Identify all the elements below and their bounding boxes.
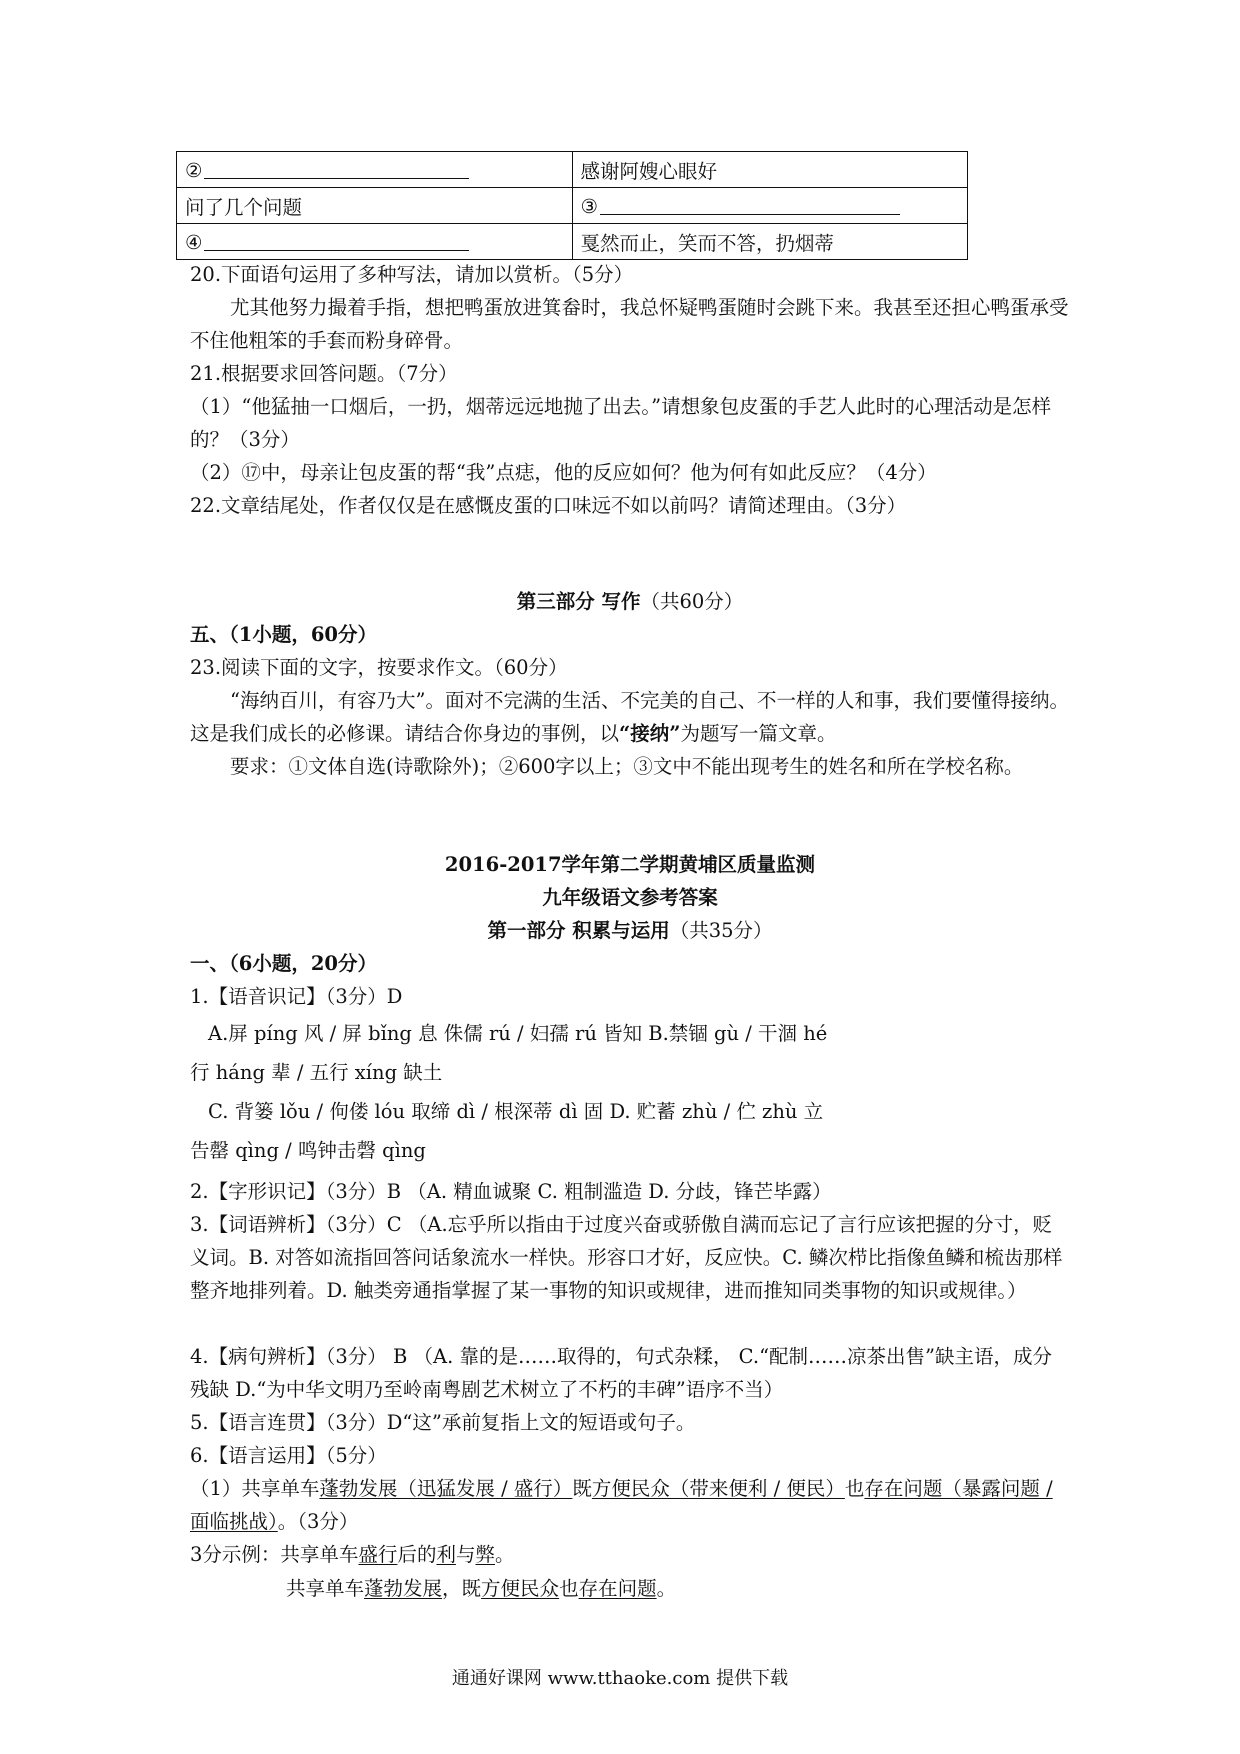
answer-6: 6.【语言运用】（5分） [190, 1444, 387, 1467]
table-row [177, 188, 968, 224]
question-22: 22.文章结尾处，作者仅仅是在感慨皮蛋的口味远不如以前吗？请简述理由。（3分） [190, 494, 907, 517]
answer-1: 1.【语音识记】（3分）D [190, 985, 403, 1008]
answer-2: 2.【字形识记】（3分）B （A. 精血诚聚 C. 粗制滥造 D. 分歧，锋芒毕露） [190, 1180, 832, 1203]
answer-4: 4.【病句辨析】（3分） B （A. 靠的是……取得的，句式杂糅， C.“配制……凉茶出售”缺主语，成分残缺 D.“为中华文明乃至岭南粤剧艺术树立了不朽的丰碑”语序不当） [190, 1345, 1053, 1401]
answer-1-options-line-2: 行 háng 辈 / 五行 xíng 缺土 [190, 1061, 443, 1084]
answer-6-example-2: 共享单车蓬勃发展，既方便民众也存在问题。 [286, 1577, 677, 1600]
table-cell: ② [177, 152, 573, 188]
answer-table [176, 151, 968, 260]
answer-5: 5.【语言连贯】（3分）D“这”承前复指上文的短语或句子。 [190, 1411, 696, 1434]
page-footer: 通通好课网 www.tthaoke.com 提供下载 [451, 1668, 789, 1689]
table-row [177, 152, 968, 188]
question-20-quote: 尤其他努力撮着手指，想把鸭蛋放进箕畚时，我总怀疑鸭蛋随时会跳下来。我甚至还担心鸭蛋承受不住他粗笨的手套而粉身碎骨。 [190, 296, 1069, 352]
answer-6-part-1: （1）共享单车蓬勃发展（迅猛发展 / 盛行）既方便民众（带来便利 / 便民）也存在问题（暴露问题 / 面临挑战）。（3分） [190, 1477, 1053, 1533]
question-23-body: “海纳百川，有容乃大”。面对不完满的生活、不完美的自己、不一样的人和事，我们要懂得接纳。这是我们成长的必修课。请结合你身边的事例，以“接纳”为题写一篇文章。 [190, 689, 1069, 745]
answers-heading: 2016-2017学年第二学期黄埔区质量监测 [444, 853, 816, 876]
fill-blank [204, 230, 469, 251]
answer-1-options-line-1: A.屏 píng 风 / 屏 bǐng 息 侏儒 rú / 妇孺 rú 皆知 B.禁锢 gù / 干涸 hé [208, 1022, 828, 1045]
table-row [177, 224, 968, 260]
answers-subheading: 九年级语文参考答案 [542, 886, 718, 909]
section-1-heading: 一、（6小题，20分） [190, 952, 377, 975]
answer-1-options-line-4: 告罄 qìng / 鸣钟击磬 qìng [190, 1139, 426, 1162]
answer-1-options-line-3: C. 背篓 lǒu / 佝偻 lóu 取缔 dì / 根深蒂 dì 固 D. 贮蓄 zhù / 伫 zhù 立 [208, 1100, 824, 1123]
part-3-heading: 第三部分 写作（共60分） [516, 590, 744, 613]
question-21-title: 21.根据要求回答问题。（7分） [190, 362, 458, 385]
table-cell: ③ [572, 188, 968, 224]
question-21-part-1: （1）“他猛抽一口烟后，一扔，烟蒂远远地抛了出去。”请想象包皮蛋的手艺人此时的心理活动是怎样的？（3分） [190, 395, 1052, 451]
answer-6-example-1: 3分示例：共享单车盛行后的利与弊。 [190, 1543, 515, 1566]
question-21-part-2: （2）⑰中，母亲让包皮蛋的帮“我”点痣，他的反应如何？他为何有如此反应？（4分） [190, 461, 937, 484]
fill-blank [204, 158, 469, 179]
table-cell: ④ [177, 224, 573, 260]
table-cell: 问了几个问题 [177, 188, 573, 224]
table-cell: 感谢阿嫂心眼好 [572, 152, 968, 188]
question-20-title: 20.下面语句运用了多种写法，请加以赏析。（5分） [190, 263, 634, 286]
table-cell: 戛然而止，笑而不答，扔烟蒂 [572, 224, 968, 260]
question-23-requirements: 要求：①文体自选(诗歌除外)；②600字以上；③文中不能出现考生的姓名和所在学校名称。 [230, 755, 1024, 778]
answer-3: 3.【词语辨析】（3分）C （A.忘乎所以指由于过度兴奋或骄傲自满而忘记了言行应该把握的分寸，贬义词。B. 对答如流指回答问话象流水一样快。形容口才好，反应快。C. 鳞次栉比指像鱼鳞和梳齿那样整齐地排列着。D. 触类旁通指掌握了某一事物的知识或规律，进而推知同类事物的知识或规律。） [190, 1213, 1063, 1302]
fill-blank [600, 194, 900, 215]
question-23-title: 23.阅读下面的文字，按要求作文。（60分） [190, 656, 568, 679]
part-1-heading: 第一部分 积累与运用（共35分） [487, 919, 773, 942]
section-5-heading: 五、（1小题，60分） [190, 623, 377, 646]
